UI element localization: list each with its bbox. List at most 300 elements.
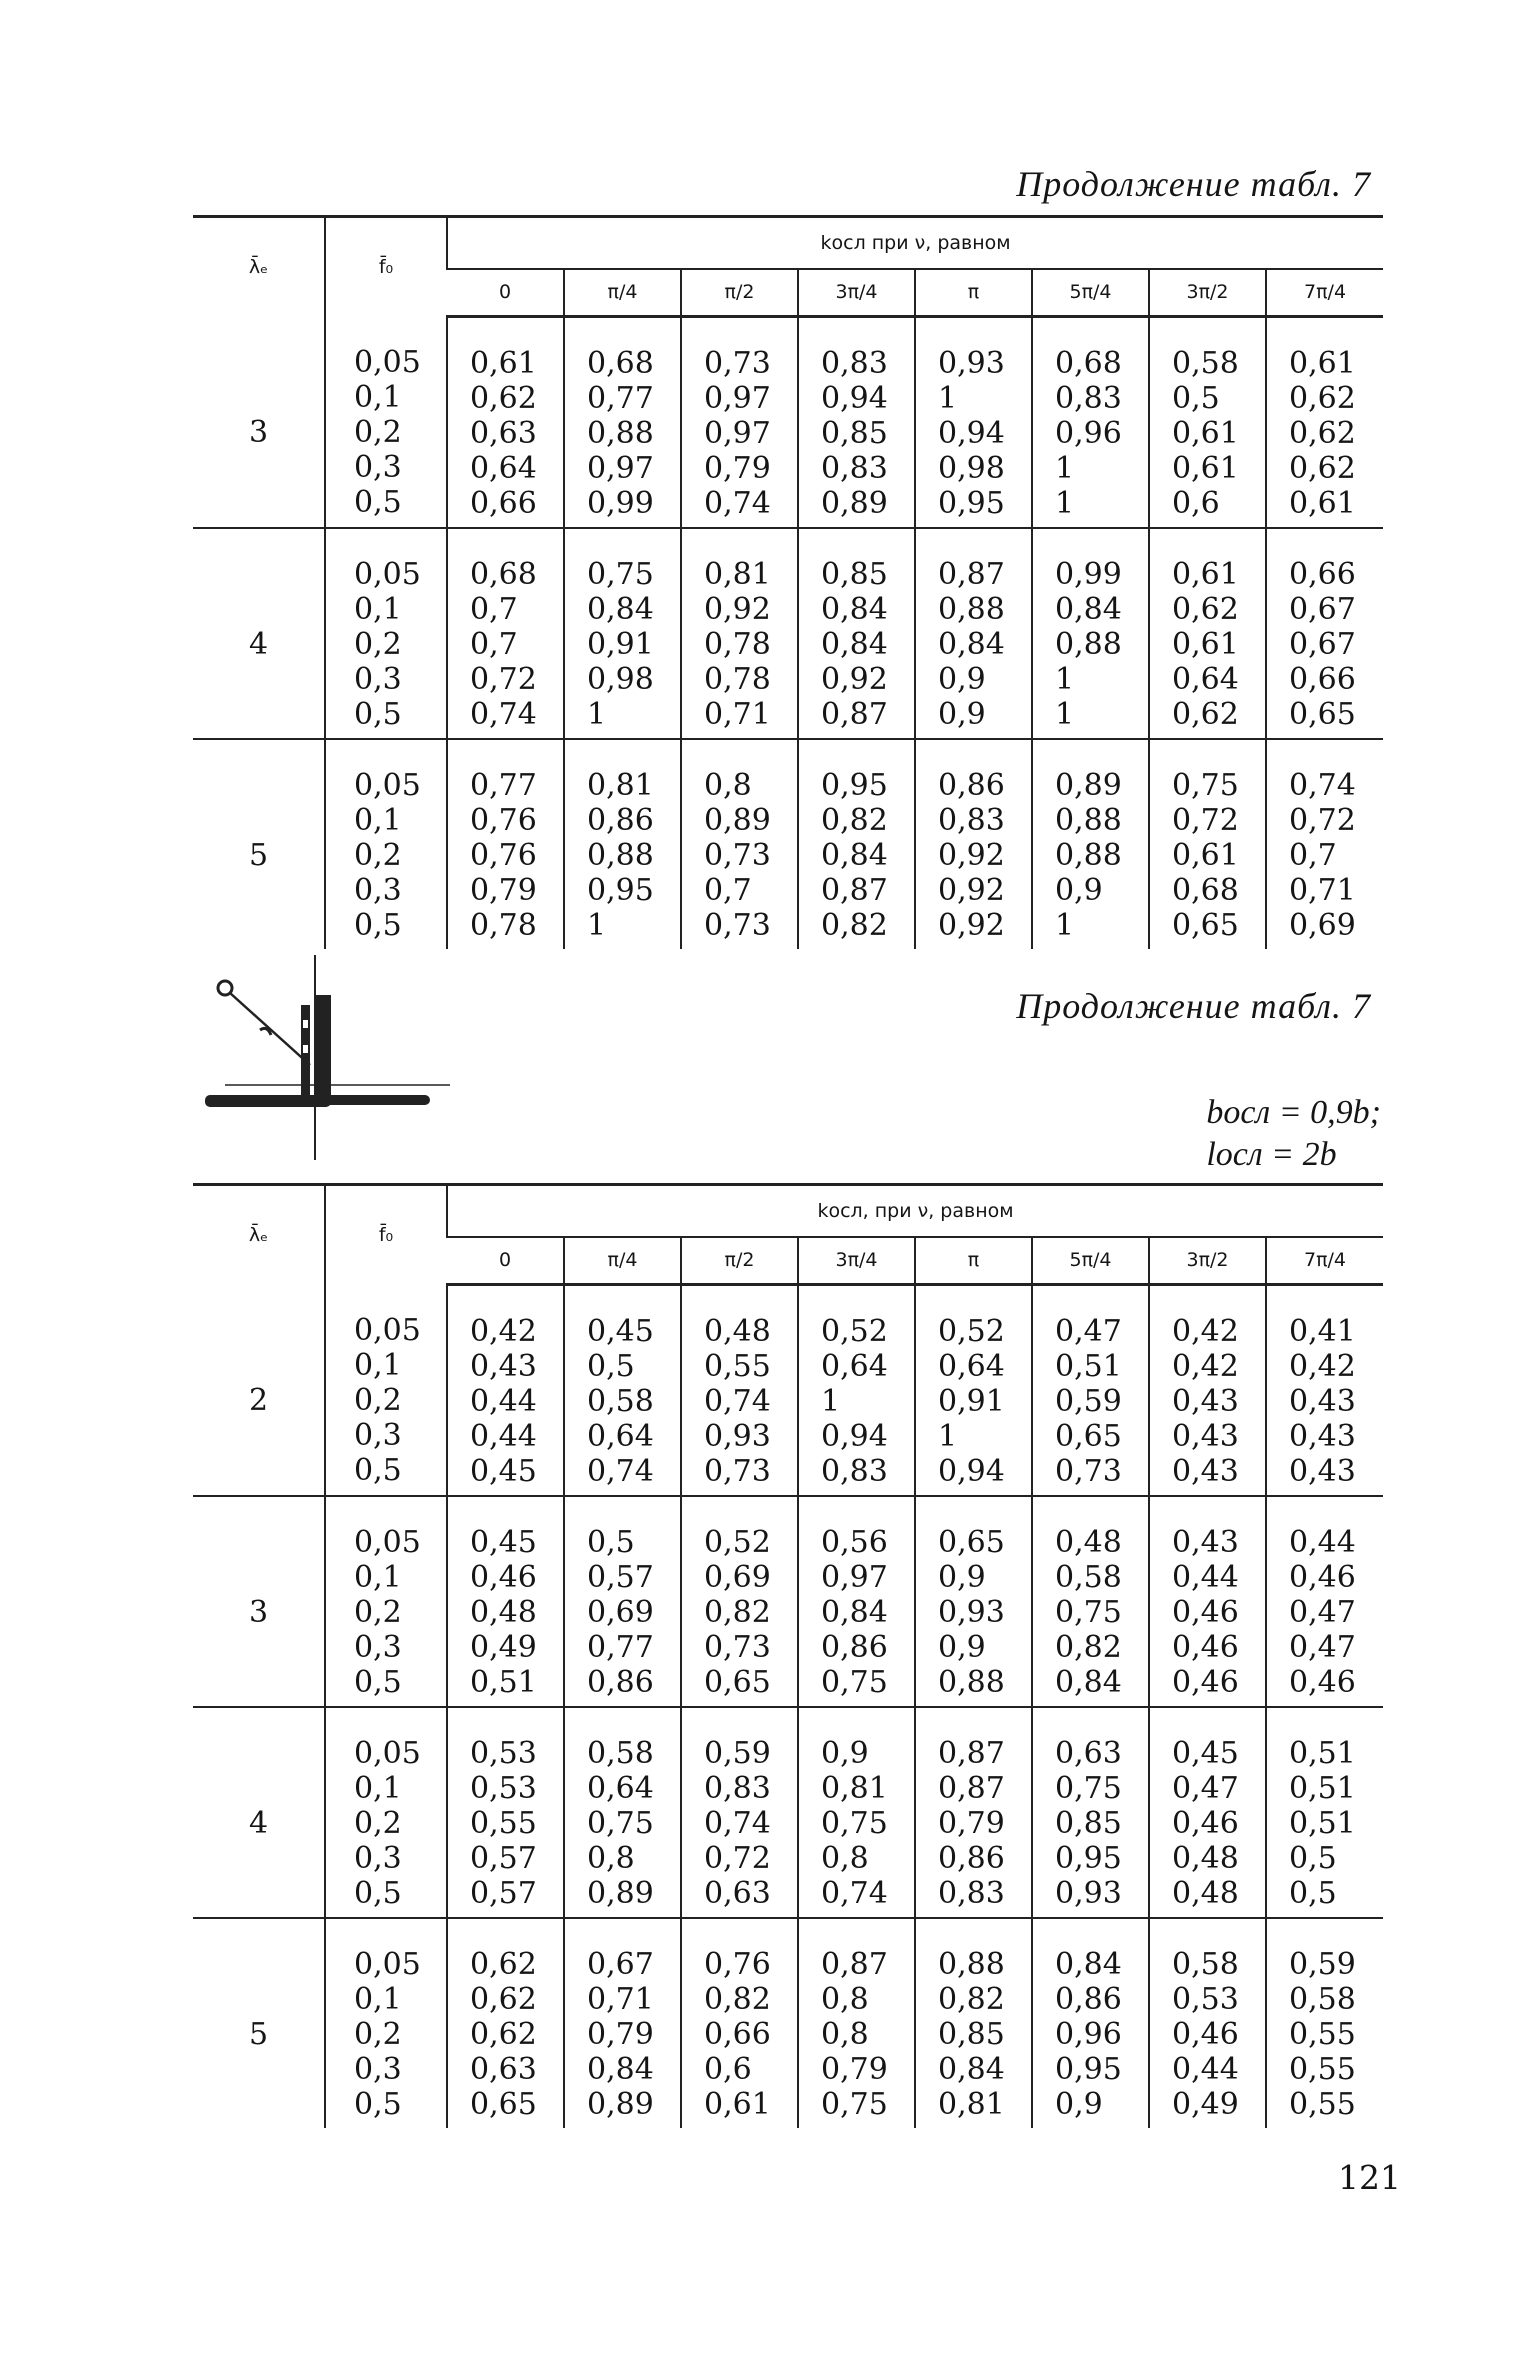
f-value: 0,5 [354,697,402,732]
k-value: 0,44 [1172,1560,1239,1595]
k-value: 0,46 [1172,2017,1239,2052]
k-value: 0,69 [587,1595,654,1630]
f-value: 0,05 [354,768,421,803]
k-cell [681,317,798,529]
k-value: 0,87 [938,1771,1005,1806]
k-value: 0,72 [470,662,537,697]
k-value: 0,88 [587,838,654,873]
f-value: 0,5 [354,1665,402,1700]
k-value: 0,83 [1055,381,1122,416]
k-value: 0,5 [587,1349,635,1384]
k-value: 0,63 [704,1876,771,1911]
k-value: 0,82 [704,1982,771,2017]
k-value: 0,43 [1289,1419,1356,1454]
k-value: 0,62 [470,1982,537,2017]
k-value: 0,95 [821,768,888,803]
table-row [193,528,1383,739]
k-value: 0,7 [704,873,752,908]
k-value: 1 [1055,451,1075,486]
table-row [193,1496,1383,1707]
k-value: 0,66 [470,486,537,521]
k-value: 0,45 [470,1454,537,1489]
k-value: 0,73 [1055,1454,1122,1489]
f-value: 0,05 [354,557,421,592]
k-value: 0,84 [821,592,888,627]
k-value: 0,8 [821,2017,869,2052]
k-cell [915,1496,1032,1707]
table-row [193,739,1383,949]
k-cell [798,1496,915,1707]
k-value: 0,84 [1055,1665,1122,1700]
k-cell [798,1918,915,2128]
angle-header: π/4 [564,269,681,317]
k-value: 0,8 [587,1841,635,1876]
angle-header: 3π/4 [798,1237,915,1285]
k-value: 0,64 [821,1349,888,1384]
k-value: 0,81 [821,1771,888,1806]
k-header: kосл, при ν, равном [447,1185,1383,1237]
k-cell [1266,528,1383,739]
k-value: 0,68 [1172,873,1239,908]
k-value: 0,53 [470,1771,537,1806]
k-value: 0,78 [470,908,537,943]
f-cell [325,528,447,739]
k-value: 0,99 [1055,557,1122,592]
lambda-cell: 5 [248,2017,269,2052]
k-cell [681,1918,798,2128]
k-value: 0,65 [1172,908,1239,943]
k-cell [1149,1285,1266,1497]
k-value: 0,86 [938,1841,1005,1876]
lambda-header: λ̄ₑ [193,1185,325,1285]
k-value: 0,89 [821,486,888,521]
f-value: 0,2 [354,414,402,450]
k-value: 0,92 [821,662,888,697]
k-value: 1 [1055,908,1075,943]
k-value: 0,87 [821,1947,888,1982]
k-cell [447,1496,564,1707]
f-value: 0,3 [354,1417,402,1453]
k-cell [915,1918,1032,2128]
k-value: 0,65 [1055,1419,1122,1454]
k-value: 0,7 [470,592,518,627]
k-value: 0,55 [470,1806,537,1841]
k-value: 0,86 [821,1630,888,1665]
k-value: 0,69 [704,1560,771,1595]
k-value: 0,61 [1172,416,1239,451]
f-header: f̄₀ [325,1185,447,1285]
k-value: 0,72 [1172,803,1239,838]
k-value: 0,86 [1055,1982,1122,2017]
k-value: 0,85 [821,416,888,451]
k-value: 0,51 [470,1665,537,1700]
k-value: 1 [1055,486,1075,521]
k-value: 0,42 [1172,1349,1239,1384]
angle-header: 3π/4 [798,269,915,317]
k-value: 0,6 [704,2052,752,2087]
k-value: 0,57 [470,1876,537,1911]
f-value: 0,2 [354,627,402,662]
k-cell [915,1707,1032,1918]
k-value: 0,5 [1289,1876,1337,1911]
f-value: 0,3 [354,1841,402,1876]
f-value: 0,5 [354,1452,402,1488]
k-value: 0,43 [1172,1384,1239,1419]
lambda-cell: 5 [248,838,269,873]
k-value: 0,62 [1289,381,1356,416]
k-value: 0,86 [938,768,1005,803]
k-value: 0,71 [1289,873,1356,908]
k-value: 0,75 [1055,1595,1122,1630]
k-value: 0,77 [587,381,654,416]
table-caption: Продолжение табл. 7 [1016,164,1371,204]
k-value: 0,71 [587,1982,654,2017]
angle-header: π/4 [564,1237,681,1285]
k-value: 0,69 [1289,908,1356,943]
k-value: 0,48 [704,1314,771,1349]
table-row [193,1707,1383,1918]
k-value: 0,88 [1055,838,1122,873]
k-cell [564,1918,681,2128]
k-value: 0,44 [470,1384,537,1419]
f-value: 0,3 [354,2052,402,2087]
k-value: 0,61 [1289,346,1356,381]
k-value: 0,66 [1289,662,1356,697]
k-value: 0,43 [1289,1384,1356,1419]
k-value: 0,65 [938,1525,1005,1560]
k-value: 0,48 [1055,1525,1122,1560]
k-value: 0,62 [1172,697,1239,732]
k-cell [1149,739,1266,949]
k-value: 0,58 [587,1736,654,1771]
k-value: 0,63 [470,2052,537,2087]
k-value: 0,87 [938,557,1005,592]
angle-header: 7π/4 [1266,1237,1383,1285]
k-value: 0,74 [470,697,537,732]
k-value: 0,44 [470,1419,537,1454]
f-value: 0,1 [354,1771,402,1806]
f-value: 0,05 [354,344,421,380]
k-value: 0,68 [1055,346,1122,381]
k-value: 0,97 [821,1560,888,1595]
k-value: 0,97 [587,451,654,486]
k-cell [915,1285,1032,1497]
lambda-cell: 2 [193,1285,325,1497]
k-value: 0,63 [1055,1736,1122,1771]
table-row [193,317,1383,529]
k-value: 0,79 [587,2017,654,2052]
k-value: 0,85 [821,557,888,592]
k-value: 0,95 [587,873,654,908]
k-value: 0,88 [1055,803,1122,838]
k-value: 0,58 [1172,1947,1239,1982]
k-value: 0,75 [821,1806,888,1841]
table-caption: Продолжение табл. 7 [1016,986,1371,1026]
k-value: 0,57 [470,1841,537,1876]
k-value: 0,51 [1289,1806,1356,1841]
k-value: 0,62 [1289,451,1356,486]
k-value: 0,48 [1172,1876,1239,1911]
f-value: 0,5 [354,1876,402,1911]
k-value: 0,84 [821,627,888,662]
k-value: 0,79 [470,873,537,908]
angle-header: 3π/2 [1149,269,1266,317]
k-value: 0,8 [704,768,752,803]
f-value: 0,1 [354,379,402,415]
k-value: 0,93 [704,1419,771,1454]
k-value: 0,82 [821,908,888,943]
lambda-cell: 4 [193,528,325,739]
k-cell [1032,1496,1149,1707]
k-value: 0,67 [1289,592,1356,627]
k-cell [1149,1918,1266,2128]
k-value: 0,44 [1172,2052,1239,2087]
k-value: 0,87 [821,697,888,732]
f-value: 0,5 [354,484,402,520]
k-value: 0,81 [938,2087,1005,2122]
k-value: 0,57 [587,1560,654,1595]
k-value: 0,48 [1172,1841,1239,1876]
f-value: 0,5 [354,2087,402,2122]
k-value: 0,84 [1055,592,1122,627]
f-cell [325,739,447,949]
k-value: 0,75 [1055,1771,1122,1806]
k-value: 0,49 [1172,2087,1239,2122]
f-value: 0,3 [354,873,402,908]
k-value: 0,55 [1289,2017,1356,2052]
k-value: 0,59 [704,1736,771,1771]
k-value: 0,86 [587,1665,654,1700]
k-cell [798,1285,915,1497]
k-value: 0,47 [1289,1595,1356,1630]
k-value: 0,63 [470,416,537,451]
k-cell [681,1707,798,1918]
k-cell [915,739,1032,949]
angle-header: 5π/4 [1032,1237,1149,1285]
k-value: 0,76 [704,1947,771,1982]
k-value: 0,55 [1289,2052,1356,2087]
k-value: 0,55 [704,1349,771,1384]
k-value: 1 [821,1384,841,1419]
k-cell [447,1707,564,1918]
k-value: 0,65 [704,1665,771,1700]
k-value: 0,74 [704,1384,771,1419]
k-value: 0,76 [470,838,537,873]
k-cell [564,528,681,739]
k-value: 0,74 [587,1454,654,1489]
k-cell [681,1285,798,1497]
f-cell [325,1707,447,1918]
angle-header: 0 [447,1237,564,1285]
k-value: 0,64 [587,1419,654,1454]
angle-section-diagram [205,955,455,1165]
k-value: 0,95 [938,486,1005,521]
k-cell [681,1496,798,1707]
k-value: 0,7 [1289,838,1337,873]
lambda-cell: 4 [193,1707,325,1918]
k-value: 0,85 [1055,1806,1122,1841]
k-value: 1 [938,381,958,416]
k-value: 0,95 [1055,1841,1122,1876]
lambda-header: λ̄ₑ [193,217,325,317]
k-value: 0,58 [1055,1560,1122,1595]
k-value: 0,58 [587,1384,654,1419]
k-value: 0,8 [821,1841,869,1876]
k-value: 0,83 [821,346,888,381]
b-dimension: bосл = 0,9b; [1206,1094,1381,1131]
k-value: 0,46 [1172,1595,1239,1630]
k-value: 0,8 [821,1982,869,2017]
k-value: 0,93 [1055,1876,1122,1911]
f-value: 0,2 [354,838,402,873]
k-value: 0,83 [938,803,1005,838]
f-value: 0,05 [354,1525,421,1560]
k-cell [681,528,798,739]
k-cell [1149,317,1266,529]
k-value: 1 [1055,662,1075,697]
k-value: 0,75 [821,1665,888,1700]
l-dimension: lосл = 2b [1206,1136,1337,1173]
k-value: 0,75 [587,557,654,592]
k-value: 0,84 [821,1595,888,1630]
k-value: 0,79 [704,451,771,486]
k-value: 0,74 [1289,768,1356,803]
k-cell [1266,1285,1383,1497]
k-value: 0,83 [821,1454,888,1489]
k-value: 0,53 [470,1736,537,1771]
k-value: 0,91 [938,1384,1005,1419]
k-value: 0,51 [1289,1736,1356,1771]
k-value: 0,64 [1172,662,1239,697]
k-value: 0,86 [587,803,654,838]
k-value: 0,52 [938,1314,1005,1349]
f-value: 0,1 [354,1560,402,1595]
k-value: 1 [587,697,607,732]
k-value: 0,62 [470,2017,537,2052]
k-value: 0,9 [1055,2087,1103,2122]
k-value: 0,61 [1172,557,1239,592]
k-value: 0,73 [704,838,771,873]
angle-header: 0 [447,269,564,317]
k-value: 0,73 [704,1454,771,1489]
k-value: 0,82 [704,1595,771,1630]
k-cell [1266,1707,1383,1918]
f-value: 0,2 [354,2017,402,2052]
f-value: 0,3 [354,662,402,697]
k-value: 0,87 [821,873,888,908]
k-value: 0,46 [1172,1806,1239,1841]
k-value: 0,55 [1289,2087,1356,2122]
k-value: 0,79 [821,2052,888,2087]
k-value: 0,84 [938,2052,1005,2087]
k-value: 0,65 [470,2087,537,2122]
table-row [193,1918,1383,2128]
k-cell [447,1918,564,2128]
k-cell [1266,739,1383,949]
k-value: 0,56 [821,1525,888,1560]
k-value: 0,93 [938,346,1005,381]
k-value: 0,47 [1289,1630,1356,1665]
table-row [193,1285,1383,1497]
k-value: 0,84 [938,627,1005,662]
k-value: 0,9 [938,1630,986,1665]
k-value: 0,76 [470,803,537,838]
k-value: 0,92 [938,838,1005,873]
k-value: 0,92 [938,873,1005,908]
k-value: 0,5 [1172,381,1220,416]
k-value: 0,75 [1172,768,1239,803]
k-value: 0,88 [1055,627,1122,662]
k-value: 0,73 [704,908,771,943]
k-value: 0,68 [587,346,654,381]
k-value: 0,61 [704,2087,771,2122]
k-value: 1 [938,1419,958,1454]
k-value: 0,46 [1289,1665,1356,1700]
k-value: 0,89 [704,803,771,838]
k-value: 0,47 [1055,1314,1122,1349]
k-cell [798,528,915,739]
k-cell [1149,528,1266,739]
k-value: 0,88 [938,1947,1005,1982]
k-value: 0,59 [1055,1384,1122,1419]
k-cell [1032,1707,1149,1918]
k-cell [681,739,798,949]
k-value: 0,77 [587,1630,654,1665]
k-value: 0,64 [470,451,537,486]
k-value: 0,45 [470,1525,537,1560]
k-value: 0,72 [704,1841,771,1876]
k-value: 0,87 [938,1736,1005,1771]
f-value: 0,5 [354,908,402,943]
k-value: 0,95 [1055,2052,1122,2087]
k-value: 0,78 [704,627,771,662]
k-value: 0,42 [470,1314,537,1349]
k-value: 0,51 [1055,1349,1122,1384]
f-cell [325,1918,447,2128]
k-value: 0,49 [470,1630,537,1665]
k-cell [564,739,681,949]
table-body [193,1285,1383,2129]
k-cell [447,1285,564,1497]
k-value: 0,79 [938,1806,1005,1841]
k-value: 0,46 [1172,1630,1239,1665]
k-value: 0,81 [704,557,771,592]
k-value: 0,44 [1289,1525,1356,1560]
k-cell [1149,1707,1266,1918]
f-value: 0,05 [354,1312,421,1348]
k-value: 0,89 [587,2087,654,2122]
k-value: 0,61 [1172,451,1239,486]
lambda-cell: 3 [193,317,325,529]
k-value: 0,43 [1289,1454,1356,1489]
k-value: 0,88 [938,1665,1005,1700]
k-value: 0,45 [587,1314,654,1349]
f-value: 0,3 [354,449,402,485]
k-value: 0,9 [1055,873,1103,908]
f-cell [325,1496,447,1707]
k-value: 0,51 [1289,1771,1356,1806]
k-cell [1032,1918,1149,2128]
k-cell [915,317,1032,529]
k-value: 0,65 [1289,697,1356,732]
dimensions-note [1206,1092,1381,1176]
k-value: 0,59 [1289,1947,1356,1982]
k-value: 0,66 [704,2017,771,2052]
k-value: 1 [587,908,607,943]
k-value: 0,97 [704,416,771,451]
k-value: 0,99 [587,486,654,521]
k-value: 0,71 [704,697,771,732]
